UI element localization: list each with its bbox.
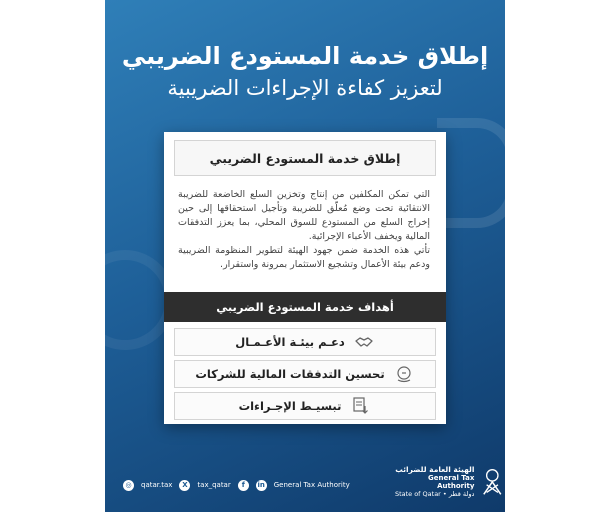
handshake-icon xyxy=(353,331,375,353)
objective-item xyxy=(174,392,436,420)
subheadline: لتعزيز كفاءة الإجراءات الضريبية xyxy=(167,76,443,100)
qar-coin-icon xyxy=(393,363,415,385)
objective-label: دعـم بيئـة الأعـمـال xyxy=(235,335,345,349)
instagram-icon[interactable]: ◎ xyxy=(123,480,134,491)
card-description xyxy=(178,188,430,272)
gta-logo xyxy=(393,466,505,498)
x-icon[interactable]: X xyxy=(179,480,190,491)
logo-text: الهيئة العامة للضرائب General Tax Authority State of Qatar • دولة قطر xyxy=(394,465,475,498)
poster xyxy=(105,0,505,512)
info-card xyxy=(164,132,446,424)
social-account-name[interactable]: General Tax Authority xyxy=(273,481,350,489)
facebook-icon[interactable]: f xyxy=(238,480,249,491)
card-heading: إطلاق خدمة المستودع الضريبي xyxy=(174,140,436,176)
objective-label: تحسين التدفقات المالية للشركات xyxy=(195,367,385,381)
objective-label: تبسيـط الإجـراءات xyxy=(238,399,342,413)
instagram-handle[interactable]: qatar.tax xyxy=(141,481,173,489)
paragraph: تأتي هذه الخدمة ضمن جهود الهيئة لتطوير المنظومة الضريبية ودعم بيئة الأعمال وتشجيع الاستثمار بمرونة واستقرار. xyxy=(178,245,430,270)
paragraph: التي تمكن المكلفين من إنتاج وتخزين السلع الخاضعة للضريبة الانتقائية تحت وضع مُعلّق للضريبة وتأجيل استحقاقها إلى حين إخراج السلع من المستودع للسوق المحلي، بما يعزز التدفقات المالية ويخفف الأعباء الإجرائية. xyxy=(178,189,430,242)
x-handle[interactable]: tax_qatar xyxy=(197,481,231,489)
objective-item xyxy=(174,360,436,388)
objectives-title: أهداف خدمة المستودع الضريبي xyxy=(164,292,446,322)
linkedin-icon[interactable]: in xyxy=(257,481,265,489)
objective-item xyxy=(174,328,436,356)
document-arrow-icon xyxy=(349,395,371,417)
social-footer xyxy=(123,478,350,492)
emblem-icon xyxy=(480,467,505,497)
headline: إطلاق خدمة المستودع الضريبي xyxy=(121,42,489,70)
decorative-shape xyxy=(437,118,505,228)
